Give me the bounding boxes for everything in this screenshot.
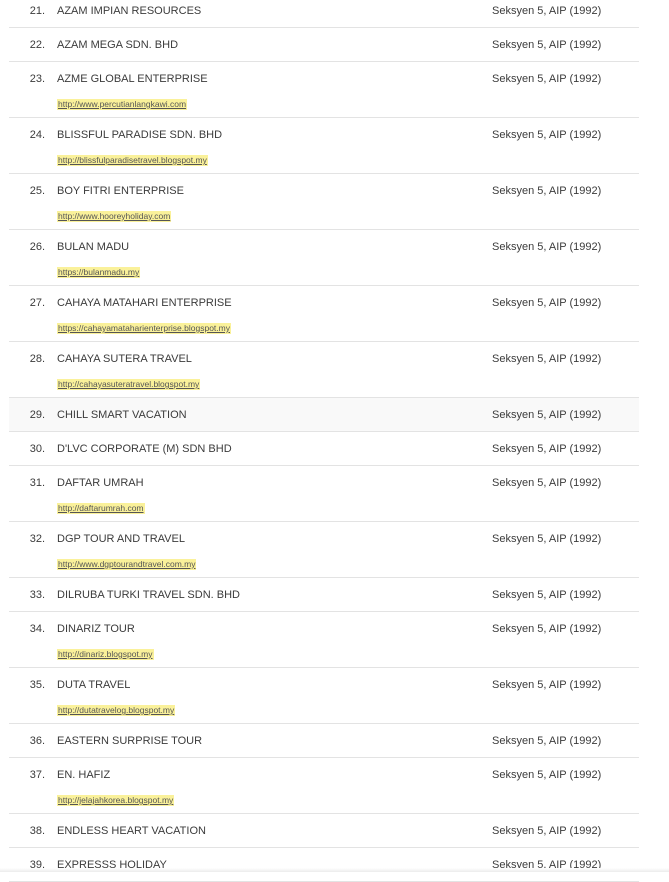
company-name: CAHAYA MATAHARI ENTERPRISE <box>57 297 232 309</box>
legal-reference: Seksyen 5, AIP (1992) <box>492 5 601 17</box>
legal-reference: Seksyen 5, AIP (1992) <box>492 589 601 601</box>
list-item <box>9 432 639 466</box>
list-item <box>9 578 639 612</box>
company-name: ENDLESS HEART VACATION <box>57 825 206 837</box>
bottom-edge-shadow <box>0 868 669 872</box>
company-name: AZAM IMPIAN RESOURCES <box>57 5 201 17</box>
company-name: DGP TOUR AND TRAVEL <box>57 533 185 545</box>
company-name: DUTA TRAVEL <box>57 679 130 691</box>
legal-reference: Seksyen 5, AIP (1992) <box>492 679 601 691</box>
legal-reference: Seksyen 5, AIP (1992) <box>492 185 601 197</box>
website-link[interactable]: http://www.percutianlangkawi.com <box>57 99 187 110</box>
legal-reference: Seksyen 5, AIP (1992) <box>492 533 601 545</box>
item-number: 21. <box>9 5 45 17</box>
legal-reference: Seksyen 5, AIP (1992) <box>492 297 601 309</box>
list-item <box>9 62 639 118</box>
legal-reference: Seksyen 5, AIP (1992) <box>492 769 601 781</box>
list-item <box>9 398 639 432</box>
list-item <box>9 522 639 578</box>
list-item <box>9 724 639 758</box>
item-number: 34. <box>9 623 45 635</box>
legal-reference: Seksyen 5, AIP (1992) <box>492 859 601 871</box>
agency-list <box>9 0 639 882</box>
list-item <box>9 612 639 668</box>
company-name: DINARIZ TOUR <box>57 623 135 635</box>
legal-reference: Seksyen 5, AIP (1992) <box>492 129 601 141</box>
legal-reference: Seksyen 5, AIP (1992) <box>492 443 601 455</box>
company-name: EASTERN SURPRISE TOUR <box>57 735 202 747</box>
item-number: 30. <box>9 443 45 455</box>
company-name: EXPRESSS HOLIDAY <box>57 859 167 871</box>
website-link[interactable]: http://cahayasuteratravel.blogspot.my <box>57 379 200 390</box>
item-number: 31. <box>9 477 45 489</box>
list-item <box>9 668 639 724</box>
list-item <box>9 230 639 286</box>
legal-reference: Seksyen 5, AIP (1992) <box>492 73 601 85</box>
item-number: 29. <box>9 409 45 421</box>
company-name: AZAM MEGA SDN. BHD <box>57 39 178 51</box>
list-item <box>9 28 639 62</box>
website-link[interactable]: https://bulanmadu.my <box>57 267 140 278</box>
company-name: CHILL SMART VACATION <box>57 409 187 421</box>
website-link[interactable]: https://cahayamataharienterprise.blogspot.my <box>57 323 231 334</box>
legal-reference: Seksyen 5, AIP (1992) <box>492 241 601 253</box>
item-number: 24. <box>9 129 45 141</box>
list-item <box>9 342 639 398</box>
company-name: D'LVC CORPORATE (M) SDN BHD <box>57 443 232 455</box>
company-name: AZME GLOBAL ENTERPRISE <box>57 73 208 85</box>
list-item <box>9 174 639 230</box>
list-item <box>9 118 639 174</box>
item-number: 37. <box>9 769 45 781</box>
item-number: 28. <box>9 353 45 365</box>
item-number: 39. <box>9 859 45 871</box>
company-name: BLISSFUL PARADISE SDN. BHD <box>57 129 222 141</box>
legal-reference: Seksyen 5, AIP (1992) <box>492 353 601 365</box>
website-link[interactable]: http://www.dgptourandtravel.com.my <box>57 559 196 570</box>
item-number: 32. <box>9 533 45 545</box>
website-link[interactable]: http://dinariz.blogspot.my <box>57 649 154 660</box>
item-number: 27. <box>9 297 45 309</box>
company-name: CAHAYA SUTERA TRAVEL <box>57 353 192 365</box>
list-item <box>9 0 639 28</box>
item-number: 23. <box>9 73 45 85</box>
legal-reference: Seksyen 5, AIP (1992) <box>492 623 601 635</box>
website-link[interactable]: http://jelajahkorea.blogspot.my <box>57 795 174 806</box>
item-number: 26. <box>9 241 45 253</box>
item-number: 35. <box>9 679 45 691</box>
legal-reference: Seksyen 5, AIP (1992) <box>492 39 601 51</box>
list-item <box>9 758 639 814</box>
legal-reference: Seksyen 5, AIP (1992) <box>492 825 601 837</box>
website-link[interactable]: http://blissfulparadisetravel.blogspot.my <box>57 155 208 166</box>
list-item <box>9 848 639 882</box>
item-number: 36. <box>9 735 45 747</box>
company-name: BOY FITRI ENTERPRISE <box>57 185 184 197</box>
company-name: DILRUBA TURKI TRAVEL SDN. BHD <box>57 589 240 601</box>
legal-reference: Seksyen 5, AIP (1992) <box>492 409 601 421</box>
list-item <box>9 814 639 848</box>
company-name: EN. HAFIZ <box>57 769 110 781</box>
company-name: BULAN MADU <box>57 241 129 253</box>
legal-reference: Seksyen 5, AIP (1992) <box>492 735 601 747</box>
item-number: 22. <box>9 39 45 51</box>
company-name: DAFTAR UMRAH <box>57 477 144 489</box>
website-link[interactable]: http://daftarumrah.com <box>57 503 145 514</box>
item-number: 38. <box>9 825 45 837</box>
list-item <box>9 466 639 522</box>
website-link[interactable]: http://www.hooreyholiday.com <box>57 211 171 222</box>
item-number: 25. <box>9 185 45 197</box>
list-item <box>9 286 639 342</box>
item-number: 33. <box>9 589 45 601</box>
website-link[interactable]: http://dutatravelog.blogspot.my <box>57 705 175 716</box>
legal-reference: Seksyen 5, AIP (1992) <box>492 477 601 489</box>
